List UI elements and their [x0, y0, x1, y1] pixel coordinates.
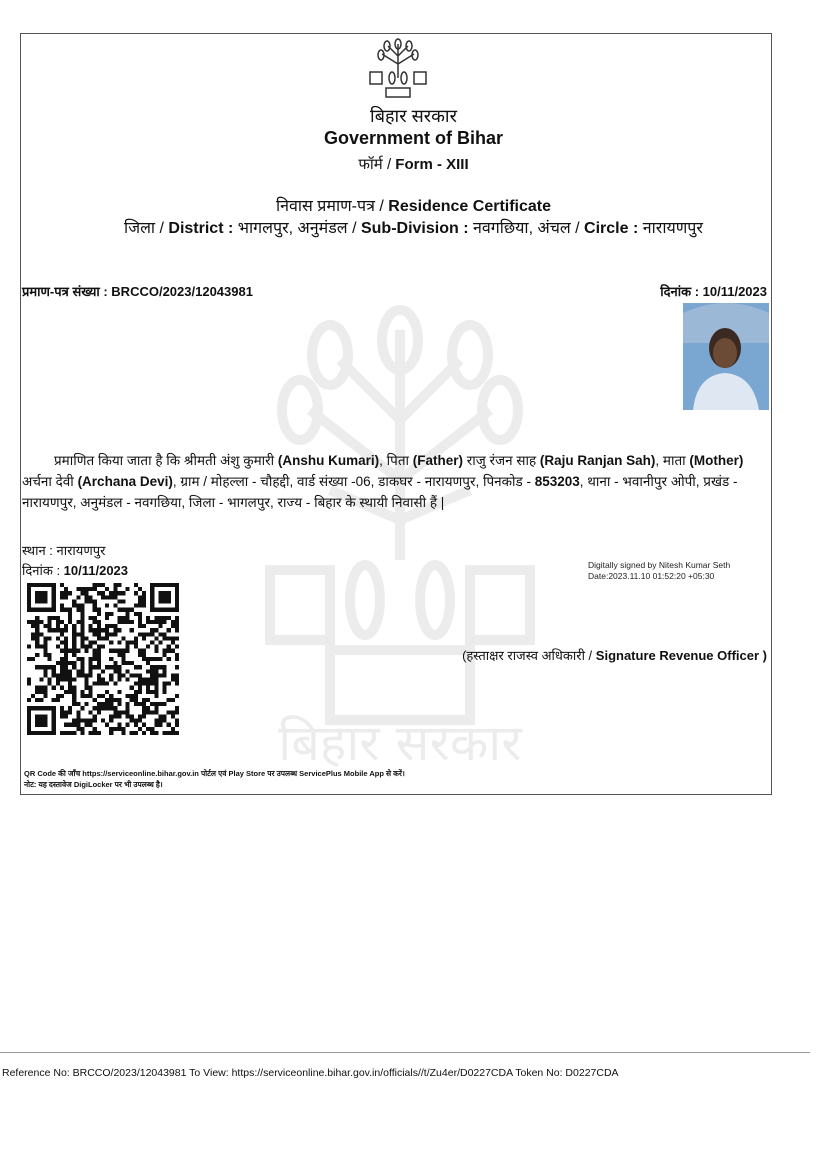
mother-name: (Archana Devi)	[77, 474, 173, 489]
body-text: , थाना - भवानीपुर ओपी, प्रखंड - नारायणपुर, अनुमंडल - नवगछिया, जिला - भागलपुर, राज्य - बिहार के स्थायी निवासी हैं |	[22, 474, 738, 510]
separator: /	[570, 220, 585, 237]
district-value: भागलपुर	[237, 220, 289, 237]
digital-signature-date: Date:2023.11.10 01:52:20 +05:30	[588, 571, 715, 581]
separator: /	[347, 220, 361, 237]
govt-title-english: Government of Bihar	[323, 128, 504, 148]
bihar-emblem-icon	[366, 38, 430, 100]
father-name: (Raju Ranjan Sah)	[539, 453, 656, 468]
sign-date	[22, 561, 128, 579]
district-label-hindi: जिला	[124, 220, 156, 237]
body-text: , ग्राम / मोहल्ला - चौहद्दी, वार्ड संख्या -06, डाकघर - नारायणपुर, पिनकोड -	[172, 474, 535, 489]
circle-label-hindi: अंचल	[537, 220, 571, 237]
signature-label-hindi: (हस्ताक्षर राजस्व अधिकारी /	[462, 648, 596, 663]
separator: /	[382, 156, 396, 173]
subdivision-label-hindi: अनुमंडल	[297, 220, 348, 237]
date-label: दिनांक :	[660, 284, 703, 299]
subdivision-value: नवगछिया	[473, 220, 529, 237]
govt-title-hindi: बिहार सरकार	[370, 106, 457, 126]
circle-label-english: Circle :	[584, 220, 639, 237]
circle-value: नारायणपुर	[642, 220, 703, 237]
body-text: , माता	[655, 453, 690, 468]
body-text: अर्चना देवी	[22, 474, 78, 489]
signature-line	[462, 646, 767, 664]
signature-label-english: Signature Revenue Officer )	[595, 648, 767, 663]
applicant-photo	[683, 303, 769, 410]
cert-no-value: BRCCO/2023/12043981	[111, 284, 253, 299]
digital-signature	[588, 560, 730, 582]
certificate-number	[22, 282, 253, 300]
certificate-body	[22, 450, 770, 513]
qr-verification-note: QR Code की जाँच https://serviceonline.bihar.gov.in पोर्टल एवं Play Store पर उपलब्ध ServicePlus Mobile App से करें।	[24, 769, 405, 778]
sign-date-value: 10/11/2023	[63, 563, 129, 578]
cert-no-label: प्रमाण-पत्र संख्या :	[22, 284, 112, 299]
reference-footer: Reference No: BRCCO/2023/12043981 To View: https://serviceonline.bihar.gov.in/officials//t/Zu4er/D0227CDA Token No: D0227CDA	[2, 1067, 619, 1079]
form-label-hindi: फॉर्म	[358, 156, 383, 173]
form-label-english: Form - XIII	[395, 156, 469, 173]
pincode: 853203	[534, 474, 580, 489]
issue-date	[660, 282, 767, 300]
digital-signature-name: Digitally signed by Nitesh Kumar Seth	[588, 560, 731, 570]
subdivision-label-english: Sub-Division :	[360, 220, 469, 237]
district-label-english: District :	[168, 220, 234, 237]
mother-label: (Mother)	[689, 453, 744, 468]
body-text: , पिता	[379, 453, 413, 468]
separator: /	[374, 198, 389, 215]
digilocker-note: नोट: यह दस्तावेज DigiLocker पर भी उपलब्ध है।	[24, 780, 163, 789]
date-value: 10/11/2023	[702, 284, 767, 299]
body-text: प्रमाणित किया जाता है कि श्रीमती अंशु कुमारी	[54, 453, 278, 468]
certificate-title	[0, 194, 827, 216]
place-label: स्थान :	[22, 543, 57, 558]
footer-divider	[0, 1052, 810, 1053]
watermark-text: बिहार सरकार	[278, 714, 522, 770]
applicant-name: (Anshu Kumari)	[277, 453, 380, 468]
certificate-title-hindi: निवास प्रमाण-पत्र	[275, 198, 375, 215]
sign-date-label: दिनांक :	[22, 563, 64, 578]
certificate-title-english: Residence Certificate	[388, 198, 552, 215]
body-text: राजु रंजन साह	[463, 453, 540, 468]
place-value: नारायणपुर	[56, 543, 106, 558]
form-number	[0, 154, 827, 174]
father-label: (Father)	[412, 453, 464, 468]
qr-code-icon	[26, 583, 180, 735]
separator: /	[155, 220, 169, 237]
place	[22, 541, 105, 559]
jurisdiction-line: जिला / District : भागलपुर, अनुमंडल / Sub-Division : नवगछिया, अंचल / Circle : नारायणपुर	[124, 220, 703, 237]
qr-note	[24, 768, 405, 790]
